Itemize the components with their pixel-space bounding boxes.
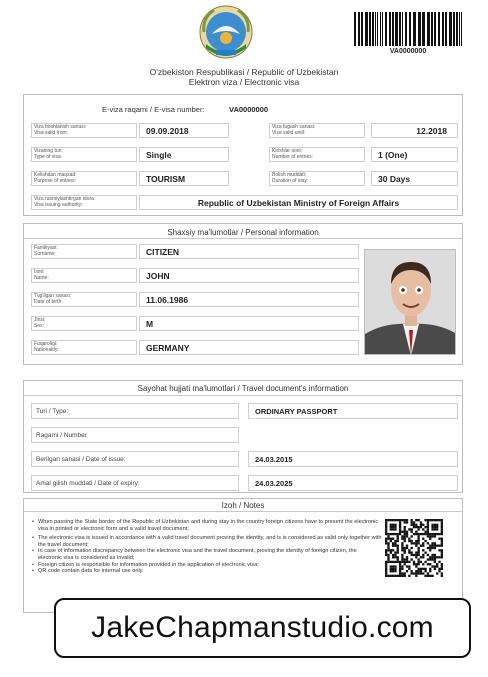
name-value: JOHN bbox=[139, 268, 359, 283]
surname-value: CITIZEN bbox=[139, 244, 359, 259]
section-divider bbox=[24, 511, 462, 512]
notes-list bbox=[32, 519, 382, 575]
barcode-image bbox=[354, 12, 462, 46]
notes-title: Izoh / Notes bbox=[221, 501, 265, 510]
watermark-banner: JakeChapmanstudio.com bbox=[54, 598, 471, 658]
note-item: • QR code contain data for internal use only. bbox=[32, 568, 382, 575]
document-type-label: Turi / Type: bbox=[31, 403, 239, 419]
notes-panel bbox=[23, 498, 463, 613]
document-number-label: Ragami / Number bbox=[31, 427, 239, 443]
travel-document-title: Sayohat hujjati ma'lumotlari / Travel document's information bbox=[137, 384, 349, 393]
visa-type-line: Elektron viza / Electronic visa bbox=[188, 77, 300, 87]
surname-label: Familiyasi: Surname: bbox=[31, 244, 137, 259]
nationality-label: Fuqaroligi: Nationality: bbox=[31, 340, 137, 355]
entries-label: Kirishlar soni: Number of entries: bbox=[269, 147, 365, 162]
state-emblem-icon bbox=[198, 4, 254, 60]
authority-label: Viza rasmiylashtirgan idora: Visa issuing authority: bbox=[31, 195, 137, 210]
holder-photo bbox=[364, 249, 456, 355]
visa-number-value: VA0000000 bbox=[229, 105, 269, 114]
note-item: • In case of information discrepancy between the electronic visa and the travel document, proving the identity of foreign citizen, the electronic visa is considered as invalid; bbox=[32, 548, 382, 561]
sex-label: Jinsi: Sex: bbox=[31, 316, 137, 331]
duration-value: 30 Days bbox=[371, 171, 458, 186]
personal-info-title: Shaxsiy ma'lumotlar / Personal information bbox=[167, 228, 319, 237]
visa-type-value: Single bbox=[139, 147, 229, 162]
entries-value: 1 (One) bbox=[371, 147, 458, 162]
valid-from-label: Viza boshlanish sanasi: Visa valid from: bbox=[31, 123, 137, 138]
sex-value: M bbox=[139, 316, 359, 331]
visa-number-label: E-viza raqami / E-visa number: bbox=[102, 105, 205, 114]
visa-type-label: Vizaning turi: Type of visa: bbox=[31, 147, 137, 162]
note-item: • When passing the State border of the Republic of Uzbekistan and during stay in the country foreign citizens have to present the electronic visa in printed or electronic form and a valid travel document; bbox=[32, 519, 382, 532]
country-line: O'zbekiston Respublikasi / Republic of Uzbekistan bbox=[149, 67, 339, 77]
dob-value: 11.06.1986 bbox=[139, 292, 359, 307]
valid-from-value: 09.09.2018 bbox=[139, 123, 229, 138]
note-item: • The electronic visa is issued in accordance with a valid travel document proving the identity, and is is considered as valid only together with the travel document; bbox=[32, 535, 382, 548]
valid-until-value: 12.2018 bbox=[371, 123, 458, 138]
purpose-value: TOURISM bbox=[139, 171, 229, 186]
note-item: • Foreign citizen is responsible for information provided in the application of electronic visa; bbox=[32, 562, 382, 569]
purpose-label: Kelishdan maqsad: Purpose of entries: bbox=[31, 171, 137, 186]
issue-date-label: Berilgan sanasi / Date of issue: bbox=[31, 451, 239, 467]
duration-label: Bolish muddati: Duration of stay: bbox=[269, 171, 365, 186]
section-divider bbox=[24, 238, 462, 239]
barcode-number: VA0000000 bbox=[389, 48, 427, 55]
dob-label: Tug'ilgan sanasi: Date of birth: bbox=[31, 292, 137, 307]
valid-until-label: Viza tugash sanasi: Visa valid until: bbox=[269, 123, 365, 138]
document-type-value: ORDINARY PASSPORT bbox=[248, 403, 458, 419]
qr-code bbox=[385, 519, 443, 577]
expiry-date-label: Amal gilish muddati / Date of expiry: bbox=[31, 475, 239, 491]
authority-value: Republic of Uzbekistan Ministry of Foreign Affairs bbox=[139, 195, 458, 210]
name-label: Ismi: Name: bbox=[31, 268, 137, 283]
travel-document-panel bbox=[23, 380, 463, 493]
section-divider bbox=[24, 395, 462, 396]
expiry-date-value: 24.03.2025 bbox=[248, 475, 458, 491]
personal-info-panel bbox=[23, 223, 463, 365]
visa-panel bbox=[23, 94, 463, 216]
nationality-value: GERMANY bbox=[139, 340, 359, 355]
issue-date-value: 24.03.2015 bbox=[248, 451, 458, 467]
